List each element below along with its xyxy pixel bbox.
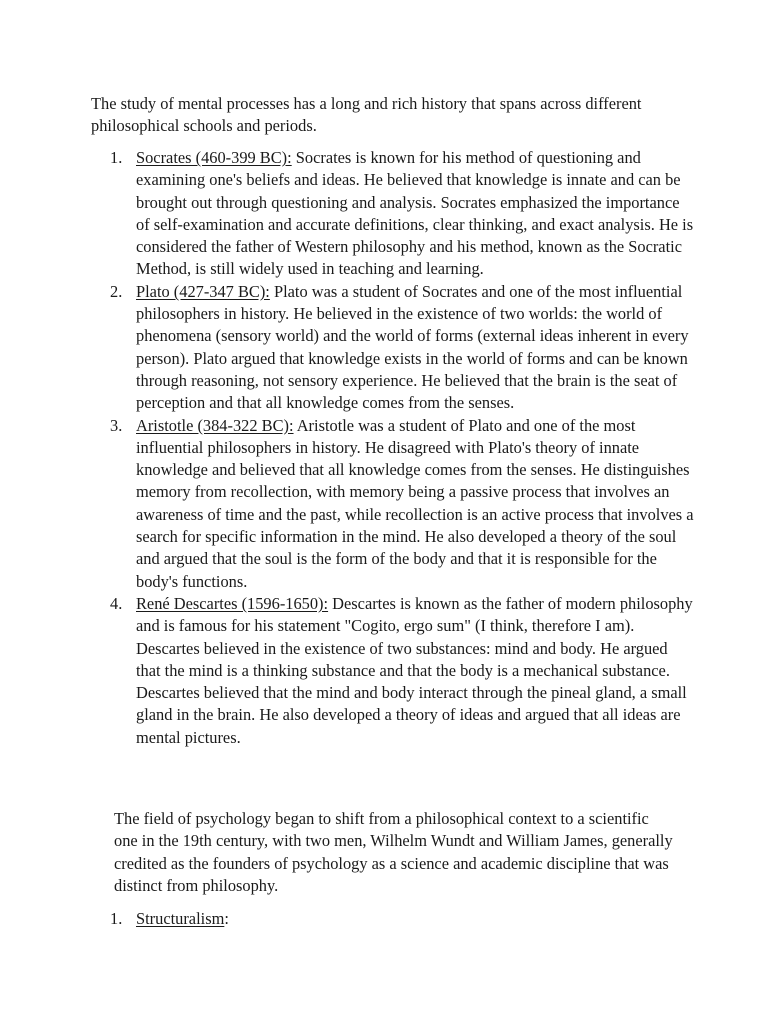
schools-list bbox=[110, 908, 696, 930]
list-item-structuralism bbox=[110, 908, 696, 930]
list-item-socrates bbox=[110, 147, 696, 281]
list-number: 4. bbox=[110, 593, 123, 613]
list-item-descartes bbox=[110, 593, 696, 749]
term-descartes: René Descartes (1596-1650): bbox=[136, 593, 329, 613]
term-plato: Plato (427-347 BC): bbox=[136, 281, 270, 301]
description-structuralism: : bbox=[224, 909, 229, 928]
intro-paragraph: The study of mental processes has a long and rich history that spans across different philosophical schools and periods. bbox=[91, 94, 642, 136]
list-item-plato bbox=[110, 281, 696, 415]
psychology-paragraph: The field of psychology began to shift from a philosophical context to a scientific one in the 19th century, with two men, Wilhelm Wundt and William James, generally credited as the founders of psychology as a science and academic discipline that was distinct from philosophy. bbox=[114, 809, 673, 895]
description-socrates: Socrates is known for his method of questioning and examining one's beliefs and ideas. He believed that knowledge is innate and can be brought out through questioning and analysis. Socrates emphasized the importance of self-examination and accurate definitions, clear thinking, and exact analysis. He is considered the father of Western philosophy and his method, known as the Socratic Method, is still widely used in teaching and learning. bbox=[136, 148, 694, 279]
description-descartes: Descartes is known as the father of modern philosophy and is famous for his statement "Cogito, ergo sum" (I think, therefore I am). Descartes believed in the existence of two substances: mind and body. He argued that the mind is a thinking substance and that the body is a mechanical substance. Descartes believed that the mind and body interact through the pineal gland, a small gland in the brain. He also developed a theory of ideas and argued that all ideas are mental pictures. bbox=[136, 593, 693, 747]
philosophers-list bbox=[110, 147, 696, 749]
term-socrates: Socrates (460-399 BC): bbox=[136, 148, 292, 167]
list-number: 1. bbox=[110, 148, 123, 167]
term-aristotle: Aristotle (384-322 BC): bbox=[136, 415, 294, 435]
term-structuralism: Structuralism bbox=[136, 909, 225, 928]
description-plato: Plato was a student of Socrates and one of the most influential philosophers in history. He believed in the existence of two worlds: the world of phenomena (sensory world) and the world of forms (external ideas inherent in every person). Plato argued that knowledge exists in the world of forms and can be known through reasoning, not sensory experience. He believed that the brain is the seat of perception and that all knowledge comes from the senses. bbox=[136, 281, 689, 413]
list-number: 3. bbox=[110, 415, 123, 435]
list-item-aristotle bbox=[110, 415, 696, 593]
list-number: 1. bbox=[110, 909, 123, 928]
list-number: 2. bbox=[110, 281, 123, 301]
description-aristotle: Aristotle was a student of Plato and one of the most influential philosophers in history. He disagreed with Plato's theory of innate knowledge and believed that all knowledge comes from the senses. He distinguishes memory from recollection, with memory being a passive process that involves an awareness of time and the past, while recollection is an active process that involves a search for specific information in the mind. He also developed a theory of the soul and argued that the soul is the form of the body and that it is responsible for the body's functions. bbox=[136, 415, 694, 591]
